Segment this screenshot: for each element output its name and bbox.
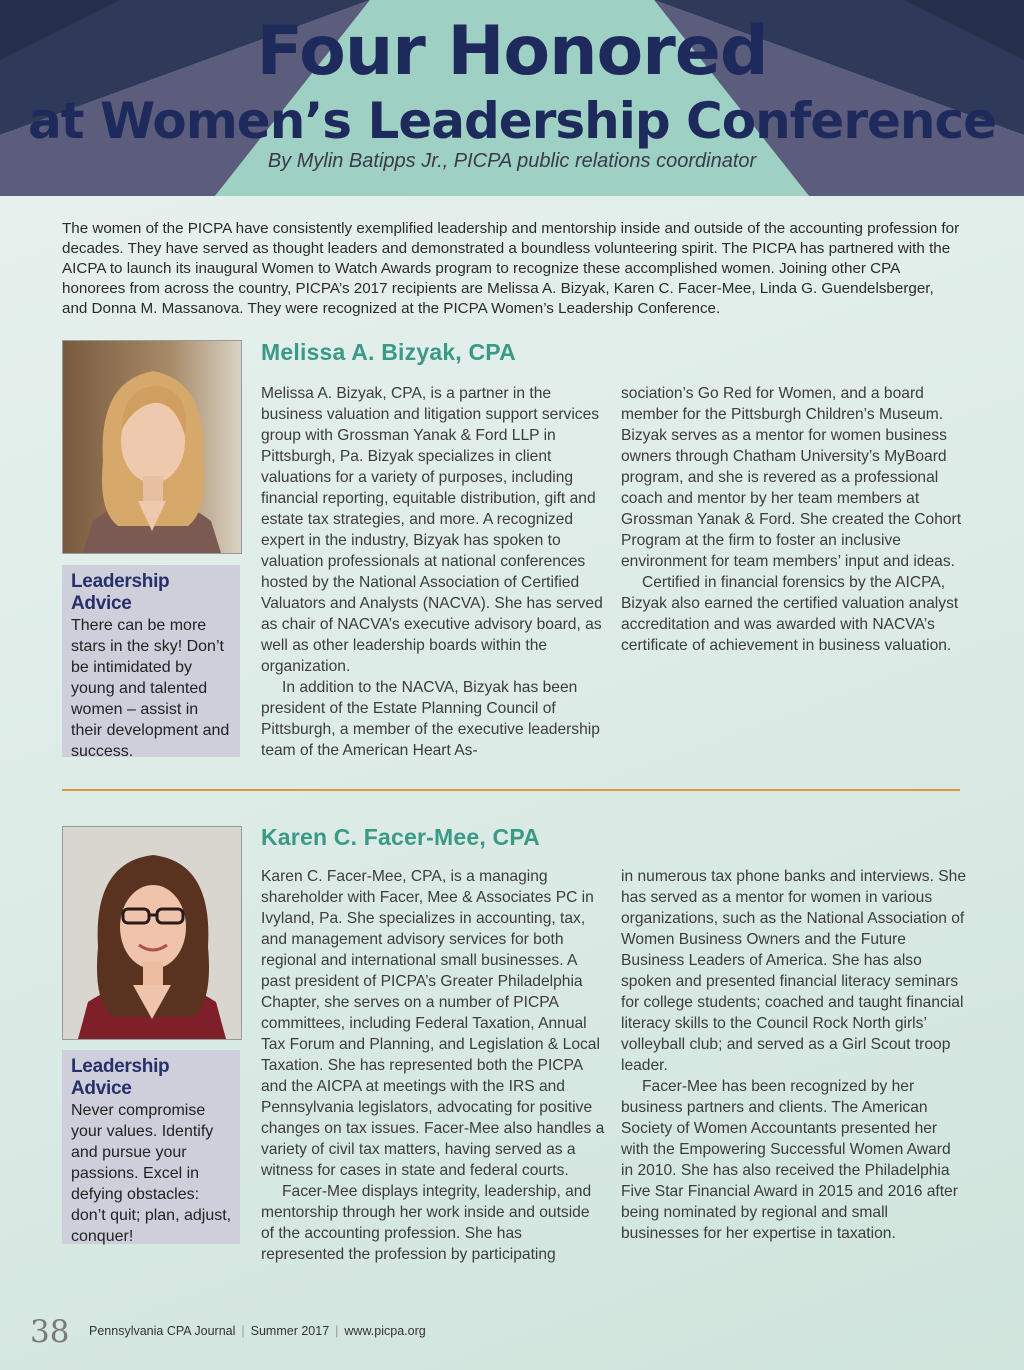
byline: By Mylin Batipps Jr., PICPA public relations coordinator	[267, 150, 757, 172]
bio-paragraph: Melissa A. Bizyak, CPA, is a partner in the business valuation and litigation support services group with Grossman Yanak & Ford LLP in Pittsburgh, Pa. Bizyak specializes in client valuations for a variety of purposes, including financial reporting, equitable distribution, gift and estate tax strategies, and more. A recognized expert in the industry, Bizyak has spoken to valuation professionals at national conferences hosted by the National Association of Certified Valuators and Analysts (NACVA). She has served as chair of NACVA’s executive advisory board, as well as other leadership boards within the organization.	[261, 385, 603, 675]
leadership-advice-box-bizyak	[62, 565, 240, 760]
footer-info	[89, 1324, 426, 1338]
advice-text: Never compromise your values. Identify and pursue your passions. Excel in defying obstacles: don’t quit; plan, adjust, conquer!	[71, 1102, 232, 1245]
footer-separator: |	[335, 1324, 339, 1338]
intro-paragraph: The women of the PICPA have consistently exemplified leadership and mentorship inside and outside of the accounting profession for decades. They have served as thought leaders and demonstrated a boundless volunteering spirit. The PICPA has partnered with the AICPA to launch its inaugural Women to Watch Awards program to recognize these accomplished women. Joining other CPA honorees from across the country, PICPA’s 2017 recipients are Melissa A. Bizyak, Karen C. Facer-Mee, Linda G. Guendelsberger, and Donna M. Massanova. They were recognized at the PICPA Women’s Leadership Conference.	[62, 220, 960, 317]
bio-column-1-bizyak	[261, 383, 606, 761]
bio-paragraph: Facer-Mee has been recognized by her business partners and clients. The American Society of Women Accountants presented her with the Empowering Successful Women Award in 2010. She has also received the Philadelphia Five Star Financial Award in 2015 and 2016 after being nominated by regional and small businesses for her expertise in taxation.	[621, 1078, 958, 1242]
portrait-photo-bizyak	[62, 340, 242, 554]
leadership-advice-box-facer-mee	[62, 1050, 240, 1244]
header-banner	[0, 0, 1024, 196]
bio-paragraph: Certified in financial forensics by the AICPA, Bizyak also earned the certified valuation analyst accreditation and was awarded with NACVA’s certificate of achievement in business valuation.	[621, 574, 959, 654]
website-link[interactable]: www.picpa.org	[344, 1324, 426, 1338]
portrait-photo-facer-mee	[62, 826, 242, 1040]
bio-paragraph: in numerous tax phone banks and interviews. She has served as a mentor for women in various organizations, such as the National Association of Women Business Owners and the Future Business Leaders of America. She has also spoken and presented financial literacy seminars for college students; coached and taught financial literacy skills to the Council Rock North girls’ volleyball club; and served as a Girl Scout troop leader.	[621, 868, 967, 1074]
headline-line-2: at Women’s Leadership Conference	[27, 92, 997, 150]
issue-date: Summer 2017	[250, 1324, 330, 1338]
honoree-name-facer-mee: Karen C. Facer-Mee, CPA	[261, 824, 540, 850]
bio-column-1-facer-mee	[261, 866, 606, 1265]
page-number: 38	[30, 1314, 70, 1350]
headline-line-1: Four Honored	[256, 12, 768, 91]
journal-name: Pennsylvania CPA Journal	[89, 1324, 236, 1338]
bio-paragraph: In addition to the NACVA, Bizyak has been president of the Estate Planning Council of Pittsburgh, a member of the executive leadership team of the American Heart As-	[261, 679, 600, 759]
bio-column-2-facer-mee	[621, 866, 966, 1244]
advice-title: Leadership Advice	[71, 571, 170, 614]
section-divider	[62, 789, 960, 791]
bio-paragraph: sociation’s Go Red for Women, and a board member for the Pittsburgh Children’s Museum. Bizyak serves as a mentor for women business owners through Chatham University’s MyBoard program, and she is revered as a professional coach and mentor by her team members at Grossman Yanak & Ford. She created the Cohort Program at the firm to foster an inclusive environment for team members’ input and ideas.	[621, 385, 962, 570]
advice-title: Leadership Advice	[71, 1056, 170, 1099]
bio-paragraph: Karen C. Facer-Mee, CPA, is a managing shareholder with Facer, Mee & Associates PC in Ivyland, Pa. She specializes in accounting, tax, and management advisory services for both regional and international small businesses. A past president of PICPA’s Greater Philadelphia Chapter, she serves on a number of PICPA committees, including Federal Taxation, Annual Tax Forum and Planning, and Legislation & Local Taxation. She has represented both the PICPA and the AICPA at meetings with the IRS and Pennsylvania legislators, advocating for positive changes on tax issues. Facer-Mee also handles a variety of civil tax matters, having served as a witness for cases in state and federal courts.	[261, 868, 605, 1179]
honoree-name-bizyak: Melissa A. Bizyak, CPA	[261, 339, 516, 365]
advice-text: There can be more stars in the sky! Don’t be intimidated by young and talented women – assist in their development and success.	[71, 617, 230, 760]
footer-separator: |	[241, 1324, 245, 1338]
bio-column-2-bizyak	[621, 383, 966, 656]
bio-paragraph: Facer-Mee displays integrity, leadership, and mentorship through her work inside and outside of the accounting profession. She has represented the profession by participating	[261, 1183, 592, 1263]
